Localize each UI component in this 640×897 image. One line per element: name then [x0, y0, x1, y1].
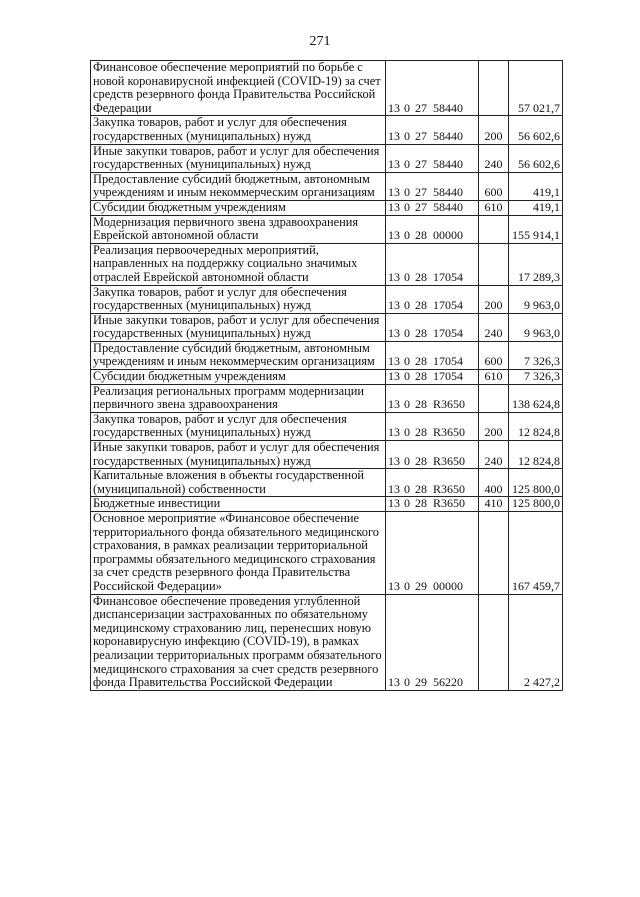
row-expense-type: [479, 512, 509, 595]
code-part: 13: [388, 675, 400, 690]
row-sum: 2 427,2: [509, 594, 563, 690]
code-part: 28: [415, 298, 427, 313]
table-row: [91, 313, 563, 341]
row-expense-type: 200: [479, 116, 509, 144]
code-part: 13: [388, 228, 400, 243]
row-expense-type: 600: [479, 172, 509, 200]
row-expense-type: [479, 243, 509, 285]
row-expense-type: [479, 215, 509, 243]
row-name: Финансовое обеспечение мероприятий по борьбе с новой коронавирусной инфекцией (COVID-19) за счет средств резервного фонда Правительства Российской Федерации: [91, 61, 386, 116]
row-name: Реализация первоочередных мероприятий, направленных на поддержку социально значимых отраслей Еврейской автономной области: [91, 243, 386, 285]
code-part: 13: [388, 397, 400, 412]
code-part: 13: [388, 453, 400, 468]
code-part: 0: [404, 100, 410, 115]
code-part: R3650: [433, 397, 466, 412]
code-part: R3650: [433, 425, 466, 440]
code-part: 28: [415, 453, 427, 468]
row-expense-type: 200: [479, 412, 509, 440]
row-sum: 56 602,6: [509, 144, 563, 172]
row-target-code: [386, 441, 479, 469]
code-part: 0: [404, 157, 410, 172]
code-part: 58440: [433, 157, 463, 172]
row-expense-type: 410: [479, 497, 509, 512]
code-part: 27: [415, 128, 427, 143]
row-target-code: [386, 370, 479, 385]
code-part: 0: [404, 397, 410, 412]
row-target-code: [386, 61, 479, 116]
code-part: 28: [415, 425, 427, 440]
code-part: 28: [415, 269, 427, 284]
code-part: 13: [388, 269, 400, 284]
row-sum: 12 824,8: [509, 412, 563, 440]
row-name: Финансовое обеспечение проведения углубленной диспансеризации застрахованных по обязательному медицинскому страхованию лиц, перенесших новую коронавирусную инфекцию (COVID-19), в рамках реализации территориальных программ обязательного медицинского страхования за счет средств резервного фонда Правительства Российской Федерации: [91, 594, 386, 690]
code-part: 13: [388, 496, 400, 511]
code-part: 29: [415, 578, 427, 593]
table-row: [91, 441, 563, 469]
code-part: R3650: [433, 481, 466, 496]
row-name: Предоставление субсидий бюджетным, автономным учреждениям и иным некоммерческим организациям: [91, 341, 386, 369]
code-part: 28: [415, 481, 427, 496]
code-part: 27: [415, 100, 427, 115]
code-part: 0: [404, 298, 410, 313]
code-part: 28: [415, 228, 427, 243]
table-row: [91, 469, 563, 497]
table-row: [91, 144, 563, 172]
code-part: 0: [404, 185, 410, 200]
row-expense-type: [479, 384, 509, 412]
code-part: 27: [415, 185, 427, 200]
row-name: Реализация региональных программ модернизации первичного звена здравоохранения: [91, 384, 386, 412]
code-part: 13: [388, 369, 400, 384]
table-row: [91, 370, 563, 385]
row-expense-type: 240: [479, 441, 509, 469]
code-part: 13: [388, 128, 400, 143]
code-part: R3650: [433, 496, 466, 511]
row-name: Основное мероприятие «Финансовое обеспечение территориального фонда обязательного медицинского страхования, в рамках реализации территориальной программы обязательного медицинского страхования за счет средств резервного фонда Правительства Российской Федерации»: [91, 512, 386, 595]
row-target-code: [386, 144, 479, 172]
code-part: R3650: [433, 453, 466, 468]
code-part: 0: [404, 326, 410, 341]
row-sum: 12 824,8: [509, 441, 563, 469]
code-part: 13: [388, 100, 400, 115]
code-part: 17054: [433, 269, 463, 284]
code-part: 29: [415, 675, 427, 690]
row-expense-type: 240: [479, 313, 509, 341]
code-part: 0: [404, 199, 410, 214]
row-name: Закупка товаров, работ и услуг для обеспечения государственных (муниципальных) нужд: [91, 116, 386, 144]
row-name: Предоставление субсидий бюджетным, автономным учреждениям и иным некоммерческим организациям: [91, 172, 386, 200]
table-row: [91, 285, 563, 313]
row-expense-type: [479, 594, 509, 690]
code-part: 58440: [433, 128, 463, 143]
row-target-code: [386, 285, 479, 313]
code-part: 13: [388, 481, 400, 496]
table-row: [91, 116, 563, 144]
code-part: 0: [404, 481, 410, 496]
code-part: 0: [404, 675, 410, 690]
code-part: 28: [415, 496, 427, 511]
table-row: [91, 172, 563, 200]
row-target-code: [386, 116, 479, 144]
table-row: [91, 497, 563, 512]
row-name: Субсидии бюджетным учреждениям: [91, 200, 386, 215]
row-target-code: [386, 243, 479, 285]
row-target-code: [386, 497, 479, 512]
code-part: 17054: [433, 298, 463, 313]
row-expense-type: 240: [479, 144, 509, 172]
row-name: Закупка товаров, работ и услуг для обеспечения государственных (муниципальных) нужд: [91, 285, 386, 313]
code-part: 28: [415, 369, 427, 384]
table-row: [91, 61, 563, 116]
code-part: 58440: [433, 185, 463, 200]
row-sum: 125 800,0: [509, 497, 563, 512]
row-expense-type: 610: [479, 370, 509, 385]
row-target-code: [386, 313, 479, 341]
page-number: 271: [309, 34, 331, 49]
code-part: 00000: [433, 578, 463, 593]
code-part: 13: [388, 185, 400, 200]
code-part: 13: [388, 157, 400, 172]
code-part: 0: [404, 354, 410, 369]
code-part: 58440: [433, 100, 463, 115]
code-part: 27: [415, 199, 427, 214]
row-sum: 9 963,0: [509, 313, 563, 341]
table-row: [91, 200, 563, 215]
row-sum: 419,1: [509, 200, 563, 215]
row-sum: 7 326,3: [509, 341, 563, 369]
code-part: 0: [404, 369, 410, 384]
row-target-code: [386, 384, 479, 412]
row-name: Субсидии бюджетным учреждениям: [91, 370, 386, 385]
code-part: 17054: [433, 326, 463, 341]
table-row: [91, 594, 563, 690]
row-name: Закупка товаров, работ и услуг для обеспечения государственных (муниципальных) нужд: [91, 412, 386, 440]
code-part: 0: [404, 453, 410, 468]
row-target-code: [386, 341, 479, 369]
table-row: [91, 243, 563, 285]
row-target-code: [386, 469, 479, 497]
row-target-code: [386, 512, 479, 595]
code-part: 0: [404, 496, 410, 511]
row-name: Модернизация первичного звена здравоохранения Еврейской автономной области: [91, 215, 386, 243]
table-row: [91, 215, 563, 243]
row-sum: 7 326,3: [509, 370, 563, 385]
table-row: [91, 512, 563, 595]
code-part: 56220: [433, 675, 463, 690]
code-part: 0: [404, 269, 410, 284]
row-expense-type: 600: [479, 341, 509, 369]
row-name: Бюджетные инвестиции: [91, 497, 386, 512]
code-part: 13: [388, 578, 400, 593]
row-target-code: [386, 200, 479, 215]
row-sum: 17 289,3: [509, 243, 563, 285]
row-sum: 138 624,8: [509, 384, 563, 412]
row-target-code: [386, 594, 479, 690]
code-part: 13: [388, 425, 400, 440]
row-sum: 56 602,6: [509, 116, 563, 144]
code-part: 13: [388, 199, 400, 214]
code-part: 58440: [433, 199, 463, 214]
code-part: 0: [404, 228, 410, 243]
code-part: 27: [415, 157, 427, 172]
table-row: [91, 412, 563, 440]
code-part: 28: [415, 354, 427, 369]
code-part: 0: [404, 425, 410, 440]
code-part: 17054: [433, 369, 463, 384]
row-target-code: [386, 412, 479, 440]
budget-table: [90, 60, 563, 691]
row-expense-type: 610: [479, 200, 509, 215]
row-sum: 419,1: [509, 172, 563, 200]
row-sum: 155 914,1: [509, 215, 563, 243]
row-target-code: [386, 215, 479, 243]
code-part: 17054: [433, 354, 463, 369]
code-part: 00000: [433, 228, 463, 243]
code-part: 0: [404, 578, 410, 593]
code-part: 13: [388, 354, 400, 369]
row-expense-type: 200: [479, 285, 509, 313]
code-part: 0: [404, 128, 410, 143]
code-part: 13: [388, 298, 400, 313]
row-expense-type: 400: [479, 469, 509, 497]
row-name: Иные закупки товаров, работ и услуг для обеспечения государственных (муниципальных) нужд: [91, 144, 386, 172]
row-name: Капитальные вложения в объекты государственной (муниципальной) собственности: [91, 469, 386, 497]
row-expense-type: [479, 61, 509, 116]
row-sum: 125 800,0: [509, 469, 563, 497]
row-sum: 167 459,7: [509, 512, 563, 595]
row-sum: 57 021,7: [509, 61, 563, 116]
row-name: Иные закупки товаров, работ и услуг для обеспечения государственных (муниципальных) нужд: [91, 313, 386, 341]
code-part: 13: [388, 326, 400, 341]
row-sum: 9 963,0: [509, 285, 563, 313]
code-part: 28: [415, 397, 427, 412]
row-target-code: [386, 172, 479, 200]
row-name: Иные закупки товаров, работ и услуг для обеспечения государственных (муниципальных) нужд: [91, 441, 386, 469]
code-part: 28: [415, 326, 427, 341]
table-row: [91, 341, 563, 369]
table-row: [91, 384, 563, 412]
